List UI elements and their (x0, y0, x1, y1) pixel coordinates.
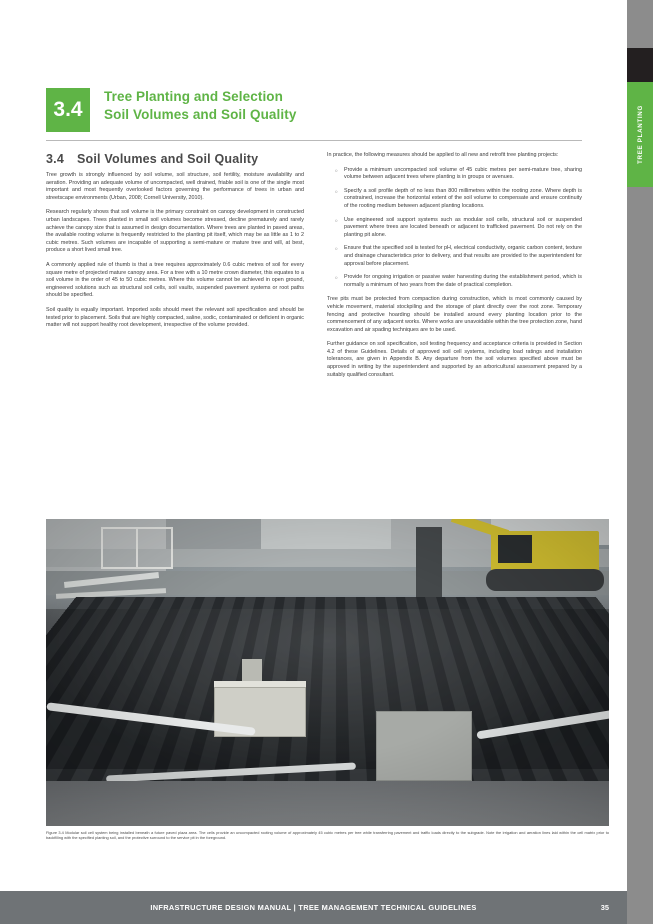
paragraph: Tree pits must be protected from compaction during construction, which is most commonly caused by vehicle movement, material stockpiling and the storage of plant directly over the root zone. Temporary fencing and protective hoarding should be installed around every planting location prior to the commencement of any adjacent works. Where works are unavoidable within the tree protection zone, hand excavation and air spading techniques are to be used. (327, 296, 582, 333)
body-column-right (327, 152, 582, 386)
figure-photo (46, 519, 609, 826)
paragraph: Tree growth is strongly influenced by soil volume, soil structure, soil fertility, moisture availability and aeration. Providing an adequate volume of uncompacted, well drained, friable soil is one of the single most important and most frequently overlooked factors governing the performance of trees in urban and streetscape environments (Urban, 2008; Cornell University, 2010). (46, 172, 304, 201)
section-title: Soil Volumes and Soil Quality (76, 152, 259, 166)
photo-image (46, 519, 609, 826)
header-divider (46, 140, 582, 141)
chapter-number-badge: 3.4 (46, 88, 90, 132)
body-column-left (46, 172, 304, 337)
footer-title: INFRASTRUCTURE DESIGN MANUAL | TREE MANAGEMENT TECHNICAL GUIDELINES (150, 903, 477, 912)
paragraph: Further guidance on soil specification, soil testing frequency and acceptance criteria is provided in Section 4.2 of these Guidelines. Details of approved soil cell systems, including load ratings and installation tolerances, are given in Appendix B. Any departure from the soil volumes specified above must be approved in writing by the superintendent and supported by an arboricultural assessment prepared by a suitably qualified consultant. (327, 341, 582, 378)
photo-vignette (46, 519, 609, 826)
footer-page-number: 35 (600, 903, 609, 912)
section-number: 3.4 (46, 152, 64, 166)
edge-tab-label-text: TREE PLANTING (636, 105, 644, 164)
list-item: ○ Provide for ongoing irrigation or passive water harvesting during the establishment period, which is normally a minimum of two years from the date of practical completion. (337, 274, 582, 289)
edge-tab-inactive[interactable] (627, 48, 653, 82)
list-item: ○ Use engineered soil support systems such as modular soil cells, structural soil or suspended pavement where trees are located beneath or adjacent to trafficked pavement. Do not rely on the planting pit alone. (337, 217, 582, 240)
paragraph: A commonly applied rule of thumb is that a tree requires approximately 0.6 cubic metres of soil for every square metre of projected mature canopy area. For a tree with a 10 metre crown diameter, this equates to a soil volume in the order of 45 to 50 cubic metres. Where this volume cannot be achieved in open ground, engineered solutions such as structural soil cells, soil vaults, suspended pavement systems or root paths should be specified. (46, 261, 304, 299)
paragraph: Research regularly shows that soil volume is the primary constraint on canopy development in constructed urban landscapes. Trees planted in small soil volumes become stressed, decline prematurely and rarely achieve the canopy size that is assumed in design documentation. Where trees are planted in paved areas, the available rooting volume is frequently restricted to the planting pit itself, which may be as little as 1 to 2 cubic metres. Such volumes are incapable of supporting a semi-mature or mature tree and will, at best, produce a short lived small tree. (46, 209, 304, 254)
list-item: ○ Provide a minimum uncompacted soil volume of 45 cubic metres per semi-mature tree, sharing volume between adjacent trees where planting is in groups or avenues. (337, 167, 582, 182)
list-item: ○ Specify a soil profile depth of no less than 800 millimetres within the rooting zone. Where depth is constrained, increase the horizontal extent of the soil volume to compensate and ensure continuity of the rooting medium between adjacent planting locations. (337, 188, 582, 211)
edge-tab-strip (627, 0, 653, 924)
header-title-secondary: Soil Volumes and Soil Quality (104, 107, 297, 122)
paragraph: In practice, the following measures should be applied to all new and retrofit tree planting projects: (327, 152, 559, 158)
header-title-primary: Tree Planting and Selection (104, 89, 283, 104)
paragraph: Soil quality is equally important. Imported soils should meet the relevant soil specification and should be tested prior to placement. Soils that are highly compacted, saline, sodic, contaminated or deficient in organic matter will not support healthy root development, irrespective of the volume provided. (46, 306, 304, 329)
page-header (104, 88, 404, 124)
figure-caption: Figure 3.4 Modular soil cell system being installed beneath a future paved plaza area. The cells provide an uncompacted rooting volume of approximately 45 cubic metres per tree while transferring pavement and traffic loads directly to the subgrade. Note the irrigation and aeration lines laid within the cell matrix prior to backfilling with the specified planting soil, and the protective surround to the service pit in the foreground. (46, 830, 609, 841)
section-heading (46, 152, 346, 166)
requirements-list (327, 167, 582, 290)
list-item: ○ Ensure that the specified soil is tested for pH, electrical conductivity, organic carbon content, texture and drainage characteristics prior to delivery, and that results are provided to the superintendent for approval before placement. (337, 245, 582, 268)
edge-tab-label (627, 82, 653, 187)
